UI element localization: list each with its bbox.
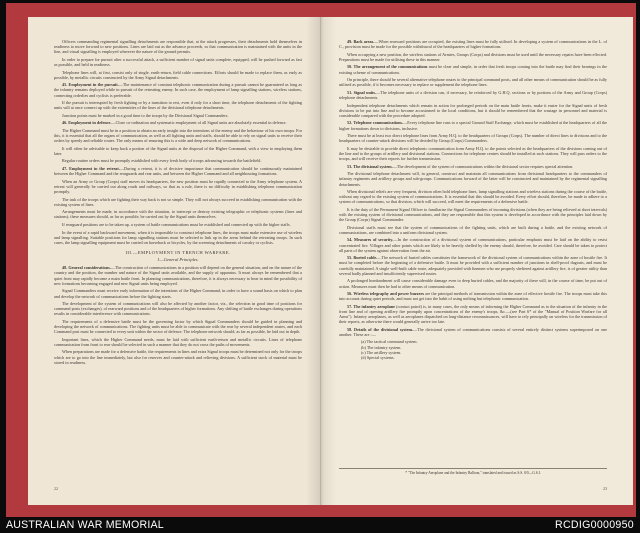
paragraph-text: —Every telephone line runs to a special Ground Staff Exchange, which must be established at the headquarters of all the higher formations down to divisions, inclusive. [339,120,608,131]
paragraph [54,288,302,298]
paragraph-number: 57. [347,303,353,309]
left-page [28,17,321,505]
section-title: III.—EMPLOYMENT IN TRENCH WARFARE. [125,250,231,256]
paragraph-heading: Employment in the pursuit. [68,82,119,88]
paragraph [339,304,607,325]
systems-list [361,339,607,360]
paragraph-text: A prolonged bombardment will cause considerable damage even to deep buried cables, and the majority of these will, in the course of time, be put out of action. Measures must then be had to other means of communication. [339,278,607,289]
paragraph [54,230,302,245]
paragraph [339,278,607,288]
footnote: * "The Infantry Aeroplane and the Infantry Balloon," translated and issued as S.S. 0/0—G.S.I. [339,468,607,475]
paragraph-heading: General considerations. [68,265,111,271]
paragraph-text: It may be desirable to provide direct telephonic communication from Army H.Q. to the points selected as the headquarters of the divisions coming out of the line and to the groups of artillery and divisional stations. Connections for telephone centres should be installed at such stations. They will pass orders to the troops, and will receive their reports for further transmission. [339,145,607,162]
paragraph [54,120,302,125]
paragraph [54,301,302,316]
paragraph-text: On principle, there should be several alternative telephone routes to the principal command posts, and all other means of communication should be as fully utilised as possible, if it becomes necessary to replace or supplement the telephone lines. [339,77,607,88]
paragraph-text: —During a retreat, it is of decisive importance that communication should be continuously maintained between the Higher Command and the rearguards and rear units, and between the Higher Command and all neighbouring formations. [54,166,303,177]
paragraph [54,209,302,219]
paragraph-text: —The network of buried cables constitutes the framework of the divisional system of communications within the zone of hostile fire. It must be completed before the beginning of a defensive battle. It must be provided with a sufficient number of junctions in shell-proof dugouts, and must be carefully maintained. A single well-built cable route, adequately provided with linemen who are properly sheltered against artillery fire, is of greater utility than several badly planned and insufficiently supervised routes. [339,255,607,276]
paragraph-text: It will often be advisable to keep back a portion of the Signal units at the disposal of the Higher Command, with a view to employing them later. [54,145,302,156]
paragraph-text: The task of the troops which are fighting their way back is not so simple. They will not always succeed in establishing communication with the existing system of lines. [54,196,302,207]
paragraph-number: 49. [347,39,353,44]
paragraph-text: The development of the system of communications will also be affected by another factor, viz., the selection in good time of positions for command posts (exchanges), of rearward positions and of the headquarters of higher formations. Any shifting of battle exchanges during operations results in considerable interference with communications. [54,301,302,317]
paragraph [54,146,302,156]
paragraph-text: —The telephone units of a division can, if necessary, be reinforced by G.H.Q. sections or by portions of the Army and Group (Corps) telephone detachments. [339,89,608,100]
paragraph-text: Important lines, which the Higher Command needs, must be laid with sufficient earth-return and metallic circuits. Lines of telephone communication from front to rear should be selected in such a manner that they do not cross the paths of movements. [54,336,302,347]
paragraph [339,237,607,252]
paragraph-number: 51. [347,89,353,95]
paragraph [339,133,607,143]
paragraph-heading: Employment in defence. [68,120,112,126]
right-page [321,17,633,505]
paragraph-number: 52. [347,120,353,126]
paragraph [54,82,302,97]
paragraph-text: Arrangements must be made, in accordance with the situation, to intercept or destroy existing telegraphic or telephonic systems (lines and stations); these measures should, as far as possible, be carried out by the Signal units themselves. [54,209,302,220]
paragraph-number: 45. [62,82,68,88]
paragraph-text: Telephone lines will, at first, consist only of single, earth-return, field cable connections. Efforts should be made to replace them, as early as possible, by metallic circuits constructed by the Army Signal detachments. [54,69,302,80]
paragraph [339,327,607,337]
paragraph-text: —The divisional system of communications consists of several entirely distinct systems superimposed on one another. These are :— [339,326,607,337]
paragraph-text: are the principal methods of transmission within the zone of effective hostile fire. The troops must take this into account during quiet periods, and must not get into the habit of using nothing but telephonic communication. [339,291,607,302]
paragraph-heading: The infantry aeroplane [353,303,395,309]
paragraph [339,225,607,235]
caption-bar [0,517,640,533]
right-page-text [339,39,607,483]
paragraph [54,166,302,176]
paragraph-number: 55. [347,255,353,261]
paragraph-text: —The construction of communications in a position will depend on the general situation, and on the nature of the country and the position, the number and nature of the Signal units available, and the supply of apparatus. It must always be remembered that a quiet front may rapidly become a main battle front. In planning communications, therefore, it is always necessary to bear in mind the possibility of new formations becoming engaged and new Signal units being employed. [54,265,302,286]
paragraph [54,179,302,194]
paragraph [54,158,302,163]
paragraph-text: The Higher Command must be in a position to obtain an early insight into the intentions of the enemy and the behaviour of his own troops. For this, it is essential that all the organs of communication, as well as all fighting units and staffs, should be able to rely on signal units to receive their orders by speedy and reliable routes. The only means of ensuring this is a wide and deep network of communications. [54,127,302,144]
paragraph-number: 58. [347,326,353,332]
paragraph [339,189,607,204]
paragraph-text: Independent telephone detachments which remain in action for prolonged periods on the main battle fronts, make it easier for the Signal units of fresh divisions to be put into line and to become accustomed to the local conditions, but it should be remembered that the wastage in personnel and material is considerable compared with the procedure adopted. [339,102,607,118]
book-gutter [306,17,336,505]
list-item: (c) The artillery system. [361,349,402,355]
paragraph-text: must be clear and simple, in order that fresh troops coming into the battle may find their bearings in the existing scheme of communications. [339,64,607,75]
paragraph-text: —The maintenance of constant telephonic communication during a pursuit cannot be guaranteed as long as the infantry remains deployed while in pursuit of the retreating enemy. In such case, the employment of lamp signalling stations, wireless stations, connecting orderlies and cyclists is preferable. [54,82,303,98]
paragraph [54,128,302,143]
archive-credit: AUSTRALIAN WAR MEMORIAL [6,519,164,531]
paragraph-text: In order to prepare for pursuit after a successful attack, a sufficient number of signal units complete, equipped, will be pushed forward as fast as possible, and held in readiness. [54,56,302,68]
paragraph [339,120,607,130]
paragraph-text: In the event of a rapid backward movement, when it is impossible to construct telephone lines, the troops must make extensive use of wireless and lamp signalling. Suitable positions for lamp signalling stations must be selected to link up in the areas behind the retreating troops. In such cases, the lamp signalling equipment must be carried on horseback or bicycles, by the screening detachments of cavalry or cyclists. [54,229,302,245]
paragraph [339,207,607,222]
list-item: (a) The tactical command system. [361,339,418,345]
paragraph-heading: The arrangement of the communications [353,64,428,70]
paragraph-text: There must be at least two direct telephone lines from Army H.Q. to the headquarters of Groups (Corps). The number of direct lines to divisions and to the headquarters of counter-attack divisions will be decided by Group (Corps) Commanders. [339,133,607,144]
paragraph-text: —In the construction of a divisional system of communications, particular emphasis must be laid on the ability to resist concentrated fire. Villages and other points which are likely to be heavily shelled by the enemy should, therefore, be avoided. Care should be taken to protect all parts of the system against observation from the air. [339,237,608,253]
paragraph [339,171,607,186]
list-item: (b) The infantry system. [361,344,402,350]
paragraph-text: When preparations are made for a defensive battle, the requirements in lines and extra Signal troops must be determined not only for the troops which are to go into the line immediately, but also for reserves and counter-attack and relieving divisions. A sufficient stock of material must be stored in readiness. [54,349,303,365]
right-page-number: 23 [603,486,607,491]
list-item: (d) Special systems. [361,354,395,360]
paragraph [54,337,302,347]
paragraph-text: Regular routine orders must be promptly established with every fresh body of troops advancing towards the battlefield. [62,158,262,164]
paragraph-heading: The divisional system. [353,163,393,169]
paragraph [54,70,302,80]
paragraph [54,265,302,286]
paragraph-text: When divisional reliefs are very frequent, division often hold telephone lines, lamp signalling stations and wireless stations during the course of the battle, without any regard to the existing system of communications. It is essential that this should be avoided. Every effort should, therefore, be made to adhere to a system of communications, so that division, which will succeed, will meet the requirements of a defensive battle. [339,189,607,205]
paragraph-heading: Back areas. [353,39,375,44]
paragraph-text: If the pursuit is interrupted by fresh fighting or by a transition to rest, even if only for a short time, the telephone detachments of the fighting units will at once connect up with the extremities of the lines of the divisional telephone detachments. [54,100,302,111]
paragraph [339,291,607,301]
paragraph-text: Signal Commanders must receive early information of the intentions of the Higher Command, in order to have a sound basis on which to plan and develop the network of communications before the fighting starts. [54,288,302,299]
paragraph-number: 46. [62,120,68,126]
paragraph-number: 48. [62,265,68,271]
paragraph [339,255,607,276]
paragraph [339,39,607,49]
paragraph-number: 54. [347,237,353,243]
paragraph-text: The requirements of a defensive battle must be the governing factor by which Signal Commanders should be guided in planning and developing the network of communications. The fighting units must be able to communicate with the rear by several independent routes, and each Command post must be connected to every unit within the sector of defence. The telephone network should, as far as possible, be laid out in depth. [54,318,302,335]
paragraph-text: —Close co-ordination and systematic employment of all Signal units are absolutely essential in defence. [111,120,287,126]
paragraph [339,164,607,169]
paragraph-heading: Details of the divisional system. [354,326,414,332]
paragraph-text: The divisional telephone detachment will, in general, construct and maintain all communications from divisional headquarters to the commanders of infantry regiments and artillery groups and sub-groups. Communications forward of the latter will be constructed and maintained by the regimental signalling detachments. [339,171,607,187]
paragraph-text: When occupying a new position, the wireless stations of Armies, Groups (Corps) and divisions must be used until the necessary repairs have been effected. Preparations must be made for utilising these in this manner. [339,51,607,62]
left-page-number: 22 [54,486,58,491]
paragraph [339,52,607,62]
paragraph [54,57,302,67]
paragraph-number: 47. [62,166,68,172]
paragraph [54,319,302,334]
paragraph-number: 50. [347,64,353,70]
part-title: I.—General Principles. [157,257,199,263]
paragraph-text: Divisional staffs must see that the system of communications of the fighting units, which are built during a battle, and the existing network of communications, are combined into a uniform divisional system. [339,224,607,235]
paragraph-text: Officers commanding regimental signalling detachments are responsible that, at the attack progresses, their detachments hold themselves in readiness to move forward to new positions. Lines are laid out as the advance proceeds, so that communication is maintained with the units in the line, and visual signalling is employed wherever the nature of the ground permits. [54,39,302,55]
paragraph [54,39,302,54]
paragraph-heading: Signal units. [353,89,377,95]
paragraph [54,113,302,118]
paragraph-heading: Telephone communications. [353,120,404,126]
paragraph-text: —The development of the system of communications within the divisional sector requires special attention. [392,163,574,169]
paragraph-text: It is the duty of the Permanent Signal Officer to familiarise the Signal Commanders of incoming divisions (when they are being relieved at short intervals) with the existing system of divisional communications, and they are responsible that this system is developed in accordance with the principles laid down by the Group (Corps) Signal Commander. [339,206,607,223]
paragraph [339,77,607,87]
paragraph-text: Junction points must be marked in a good time to the troops by the Divisional Signal Commanders. [62,112,229,118]
paragraph-number: 53. [347,163,353,169]
paragraph-number: 56. [347,291,353,297]
paragraph-heading: Measures of security. [354,237,394,243]
paragraph [339,146,607,161]
paragraph-text: (contact patrol) is, in many cases, the only means of informing the Higher Command as to the situation of the infantry in the front line and of opening artillery fire promptly upon concentrations of the enemy's troops, &c.—(see Part 6* of the "Manual of Position Warfare for all Arms"). Infantry aeroplanes, as well as aeroplanes dispatched on long-distance reconnaissances, will have to rely principally on wireless for the transmission of their reports, as otherwise there would generally arrive too late. [339,303,607,325]
paragraph [339,103,607,118]
paragraph [54,197,302,207]
paragraph [339,90,607,100]
paragraph-heading: Wireless telegraphy and power buzzers [353,291,424,297]
paragraph-text: —When rearward positions are occupied, the existing lines must be fully utilised. In developing a system of communications in the L. of C., provision must be made for the possible withdrawal of the headquarters of higher formations. [339,39,607,50]
paragraph-heading: Employment in the retreat. [69,166,120,172]
paragraph-text: When an Army or Group (Corps) staff moves its headquarters, the new position must be rapidly connected to the Army telephone system. A retreat will generally be carried out along roads and railways, so that as a rule, there is no difficulty in establishing telephone communication promptly. [54,178,302,195]
paragraph [54,100,302,110]
left-page-text [54,39,302,483]
book-cover [6,3,636,517]
paragraph [339,64,607,74]
paragraph-text: If rearguard positions are to be taken up, a system of battle communications must be established and connected up with the higher staffs. [62,222,291,227]
paragraph [54,222,302,227]
paragraph [54,349,302,364]
item-identifier: RCDIG0000950 [555,519,634,531]
paragraph-heading: Buried cable. [353,255,378,261]
